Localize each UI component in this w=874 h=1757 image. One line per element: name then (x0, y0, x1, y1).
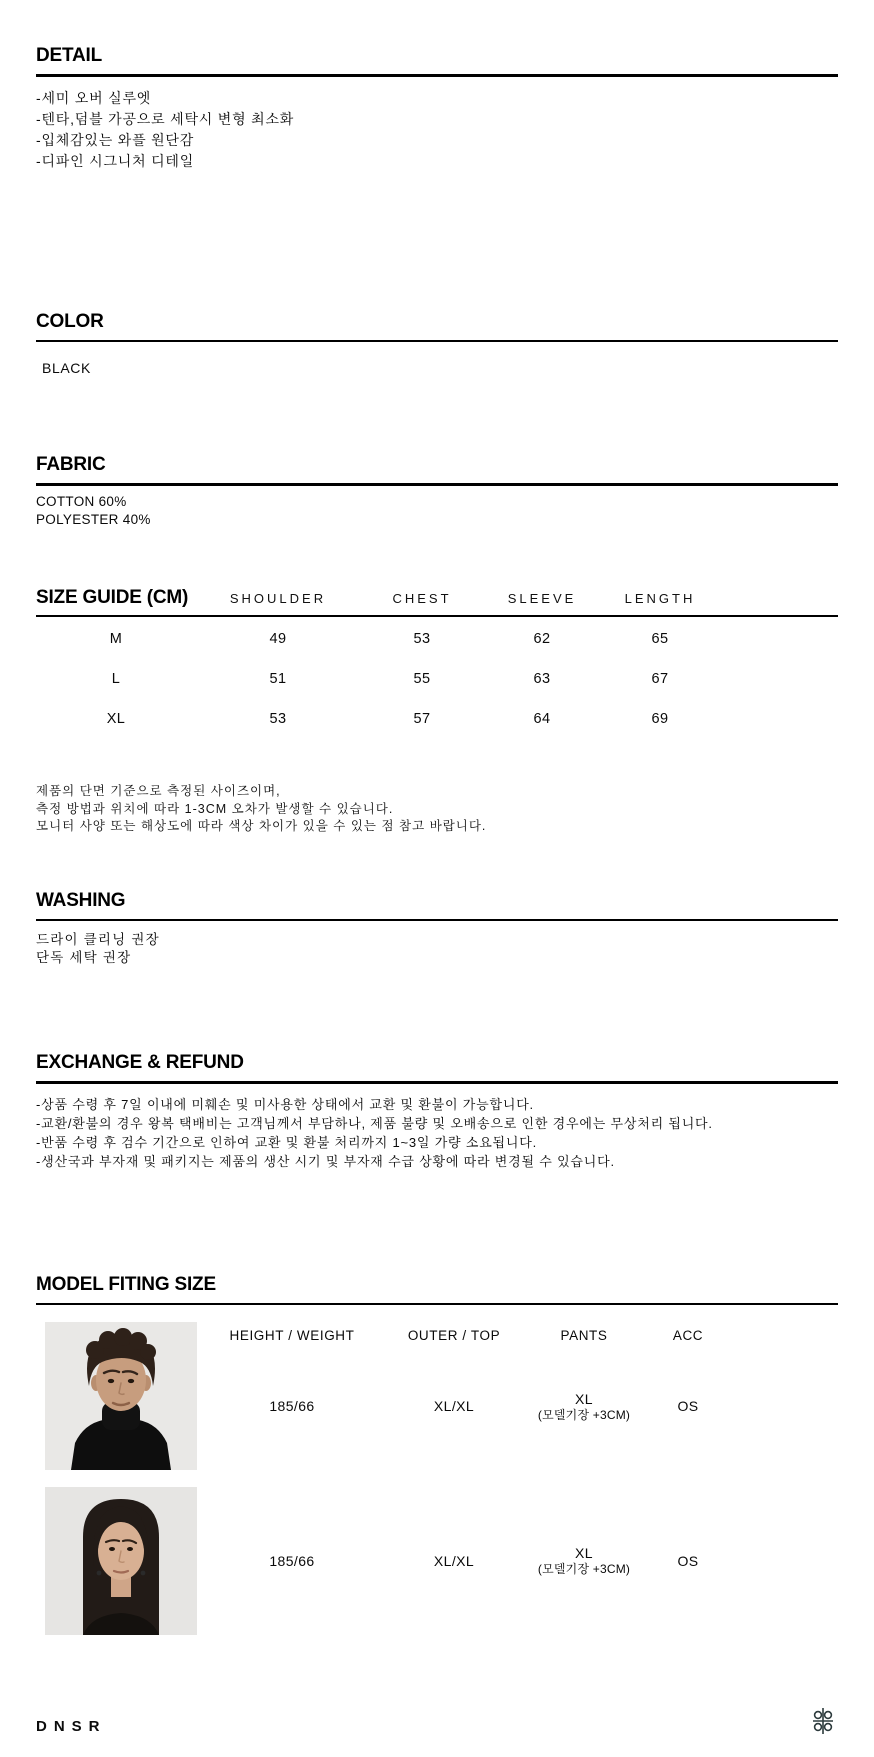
size-note: 모니터 사양 또는 해상도에 따라 색상 차이가 있을 수 있는 점 참고 바랍니다. (36, 819, 487, 833)
size-label: L (111, 671, 121, 687)
size-guide-header (36, 586, 838, 610)
model-1-pants-note: (모델기장 +3CM) (537, 1407, 631, 1422)
fabric-line: COTTON 60% (36, 493, 127, 509)
fabric-line: POLYESTER 40% (36, 511, 151, 527)
model-fitting-title: MODEL FITING SIZE (36, 1273, 216, 1295)
model-1-curly-hair-portrait (45, 1322, 197, 1470)
size-guide-column-sleeve: SLEEVE (507, 590, 577, 606)
size-guide-column-chest: CHEST (392, 590, 452, 606)
washing-lines (36, 931, 838, 967)
chest-value: 53 (413, 631, 431, 647)
model-fitting-table (36, 1322, 838, 1635)
color-value: BLACK (42, 360, 91, 376)
size-note: 제품의 단면 기준으로 측정된 사이즈이며, (36, 784, 281, 798)
model-1-height-weight: 185/66 (269, 1398, 315, 1414)
model-2-long-hair-portrait (45, 1487, 197, 1635)
exchange-refund-lines (36, 1095, 838, 1171)
exchange-line: -반품 수령 후 검수 기간으로 인하여 교환 및 환불 처리까지 1~3일 가량 소요됩니다. (36, 1134, 538, 1150)
model-cell-height-weight (206, 1487, 378, 1635)
model-photo-2 (36, 1487, 206, 1635)
color-section (36, 310, 838, 380)
divider (36, 615, 838, 618)
detail-lines (36, 88, 838, 172)
washing-title: WASHING (36, 889, 126, 911)
column-pants: PANTS (560, 1328, 608, 1343)
model-photo-1 (36, 1322, 206, 1470)
divider (36, 483, 838, 486)
model-cell-acc (638, 1487, 738, 1635)
size-guide-column-shoulder: SHOULDER (229, 590, 327, 606)
model-2-acc: OS (677, 1552, 699, 1569)
size-guide-section (36, 586, 838, 836)
color-title: COLOR (36, 310, 104, 332)
detail-line: -세미 오버 실루엣 (36, 89, 152, 106)
model-row-1 (36, 1322, 838, 1470)
model-2-pants-note: (모델기장 +3CM) (537, 1562, 631, 1576)
length-value: 69 (651, 711, 669, 727)
length-value: 67 (651, 671, 669, 687)
shoulder-value: 51 (269, 671, 287, 687)
exchange-line: -생산국과 부자재 및 패키지는 제품의 생산 시기 및 부자재 수급 상황에 따라 변경될 수 있습니다. (36, 1153, 615, 1169)
size-guide-column-length: LENGTH (624, 590, 696, 606)
size-row-xl (36, 699, 838, 739)
model-1-outer-top: XL/XL (433, 1398, 475, 1414)
model-cell-pants (530, 1487, 638, 1635)
size-row-l (36, 659, 838, 699)
shoulder-value: 53 (269, 711, 287, 727)
exchange-line: -상품 수령 후 7일 이내에 미훼손 및 미사용한 상태에서 교환 및 환불이 가능합니다. (36, 1096, 534, 1112)
model-cell-acc (638, 1322, 738, 1470)
size-guide-title: SIZE GUIDE (CM) (36, 586, 189, 608)
sleeve-value: 64 (533, 711, 551, 727)
pinwheel-ornament-icon (810, 1705, 836, 1737)
model-cell-height-weight (206, 1322, 378, 1470)
divider (36, 919, 838, 922)
size-guide-notes (36, 783, 838, 836)
shoulder-value: 49 (269, 631, 287, 647)
exchange-refund-section (36, 1051, 838, 1171)
sleeve-value: 63 (533, 671, 551, 687)
detail-title: DETAIL (36, 45, 102, 66)
divider (36, 1303, 838, 1306)
model-cell-outer-top (378, 1487, 530, 1635)
model-1-pants: XL (575, 1390, 593, 1407)
footer (36, 1705, 838, 1737)
detail-line: -텐타,덤블 가공으로 세탁시 변형 최소화 (36, 110, 295, 127)
length-value: 65 (651, 631, 669, 647)
column-outer-top: OUTER / TOP (407, 1328, 501, 1343)
exchange-refund-title: EXCHANGE & REFUND (36, 1052, 244, 1073)
model-2-height-weight: 185/66 (269, 1552, 315, 1569)
detail-section (36, 44, 838, 172)
model-row-2 (36, 1487, 838, 1635)
model-2-outer-top: XL/XL (433, 1552, 475, 1569)
column-acc: ACC (672, 1328, 704, 1343)
model-fitting-section (36, 1273, 838, 1636)
model-cell-pants (530, 1322, 638, 1470)
model-1-acc: OS (677, 1398, 699, 1414)
size-row-m (36, 619, 838, 659)
size-label: XL (106, 711, 126, 727)
exchange-line: -교환/환불의 경우 왕복 택배비는 고객님께서 부담하나, 제품 불량 및 오배송으로 인한 경우에는 무상처리 됩니다. (36, 1115, 713, 1131)
fabric-section (36, 453, 838, 529)
chest-value: 55 (413, 671, 431, 687)
fabric-lines (36, 493, 838, 529)
column-height-weight: HEIGHT / WEIGHT (229, 1328, 355, 1343)
divider (36, 1081, 838, 1084)
fabric-title: FABRIC (36, 454, 106, 475)
divider (36, 74, 838, 77)
detail-line: -입체감있는 와플 원단감 (36, 131, 195, 148)
chest-value: 57 (413, 711, 431, 727)
size-label: M (109, 631, 123, 647)
brand-logo-text: DNSR (36, 1718, 107, 1735)
size-note: 측정 방법과 위치에 따라 1-3CM 오차가 발생할 수 있습니다. (36, 801, 394, 816)
washing-line: 드라이 클리닝 권장 (36, 932, 160, 947)
washing-section (36, 889, 838, 968)
size-guide-rows (36, 619, 838, 739)
sleeve-value: 62 (533, 631, 551, 647)
model-2-pants: XL (575, 1545, 593, 1561)
detail-line: -디파인 시그니처 디테일 (36, 152, 195, 169)
washing-line: 단독 세탁 권장 (36, 950, 132, 965)
divider (36, 340, 838, 343)
model-cell-outer-top (378, 1322, 530, 1470)
